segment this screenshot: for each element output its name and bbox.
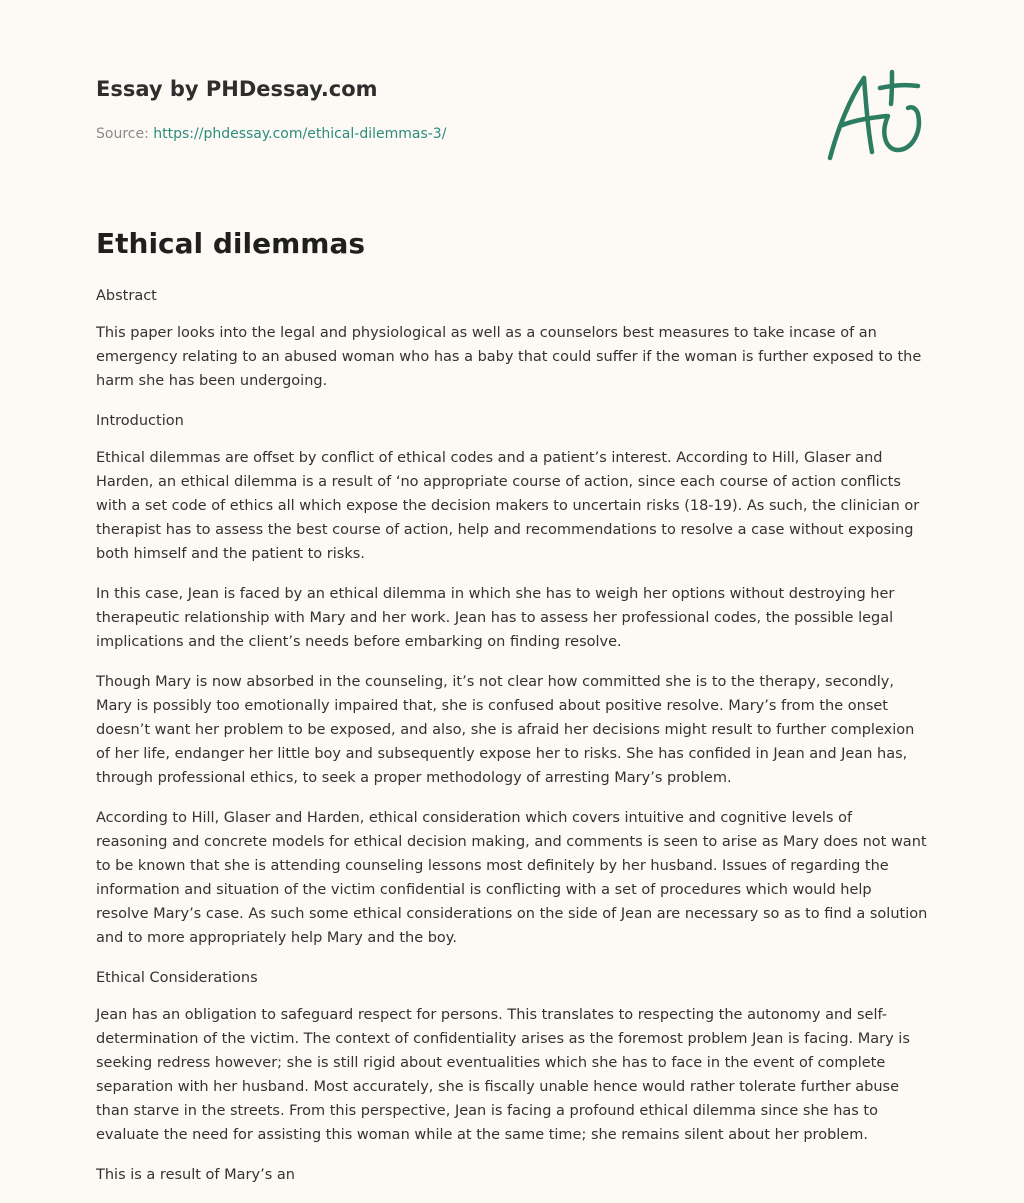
paragraph: Though Mary is now absorbed in the counseling, it’s not clear how committed she is to the therapy, secondly, Mary is possibly too emotionally impaired that, she is confused about positive resolve. Mary’s from the onset doesn’t want her problem to be exposed, and also, she is afraid her decisions might result to further complexion of her life, endanger her little boy and subsequently expose her to risks. She has confided in Jean and Jean has, through professional ethics, to seek a proper methodology of arresting Mary’s problem.: [96, 674, 915, 786]
source-label: Source:: [96, 126, 154, 142]
site-title: Essay by PHDessay.com: [96, 77, 378, 101]
source-line: [96, 124, 928, 144]
paragraph: This is a result of Mary’s an: [96, 1167, 295, 1183]
paragraph: According to Hill, Glaser and Harden, ethical consideration which covers intuitive and cognitive levels of reasoning and concrete models for ethical decision making, and comments is seen to arise as Mary does not want to be known that she is attending counseling lessons most definitely by her husband. Issues of regarding the information and situation of the victim confidential is conflicting with a set of procedures which would help resolve Mary’s case. As such some ethical considerations on the side of Jean are necessary so as to find a solution and to more appropriately help Mary and the boy.: [96, 810, 928, 946]
paragraph: In this case, Jean is faced by an ethical dilemma in which she has to weigh her options without destroying her therapeutic relationship with Mary and her work. Jean has to assess her professional codes, the possible legal implications and the client’s needs before embarking on finding resolve.: [96, 586, 895, 650]
essay-content: [96, 284, 928, 1203]
a-plus-logo-icon: [822, 68, 928, 166]
page-header: [96, 74, 928, 144]
essay-title: Ethical dilemmas: [96, 227, 366, 260]
paragraph: Jean has an obligation to safeguard respect for persons. This translates to respecting the autonomy and self-determination of the victim. The context of confidentiality arises as the foremost problem Jean is facing. Mary is seeking redress however; she is still rigid about eventualities which she has to face in the event of complete separation with her husband. Most accurately, she is fiscally unable hence would rather tolerate further abuse than starve in the streets. From this perspective, Jean is facing a profound ethical dilemma since she has to evaluate the need for assisting this woman while at the same time; she remains silent about her problem.: [96, 1007, 910, 1143]
paragraph: This paper looks into the legal and physiological as well as a counselors best measures to take incase of an emergency relating to an abused woman who has a baby that could suffer if the woman is further exposed to the harm she has been undergoing.: [96, 325, 922, 389]
section-heading: Introduction: [96, 413, 184, 429]
section-heading: Ethical Considerations: [96, 970, 258, 986]
paragraph: Ethical dilemmas are offset by conflict of ethical codes and a patient’s interest. According to Hill, Glaser and Harden, an ethical dilemma is a result of ‘no appropriate course of action, since each course of action conflicts with a set code of ethics all which expose the decision makers to uncertain risks (18-19). As such, the clinician or therapist has to assess the best course of action, help and recommendations to resolve a case without exposing both himself and the patient to risks.: [96, 450, 920, 562]
section-heading: Abstract: [96, 288, 157, 304]
source-link[interactable]: https://phdessay.com/ethical-dilemmas-3/: [153, 126, 447, 142]
